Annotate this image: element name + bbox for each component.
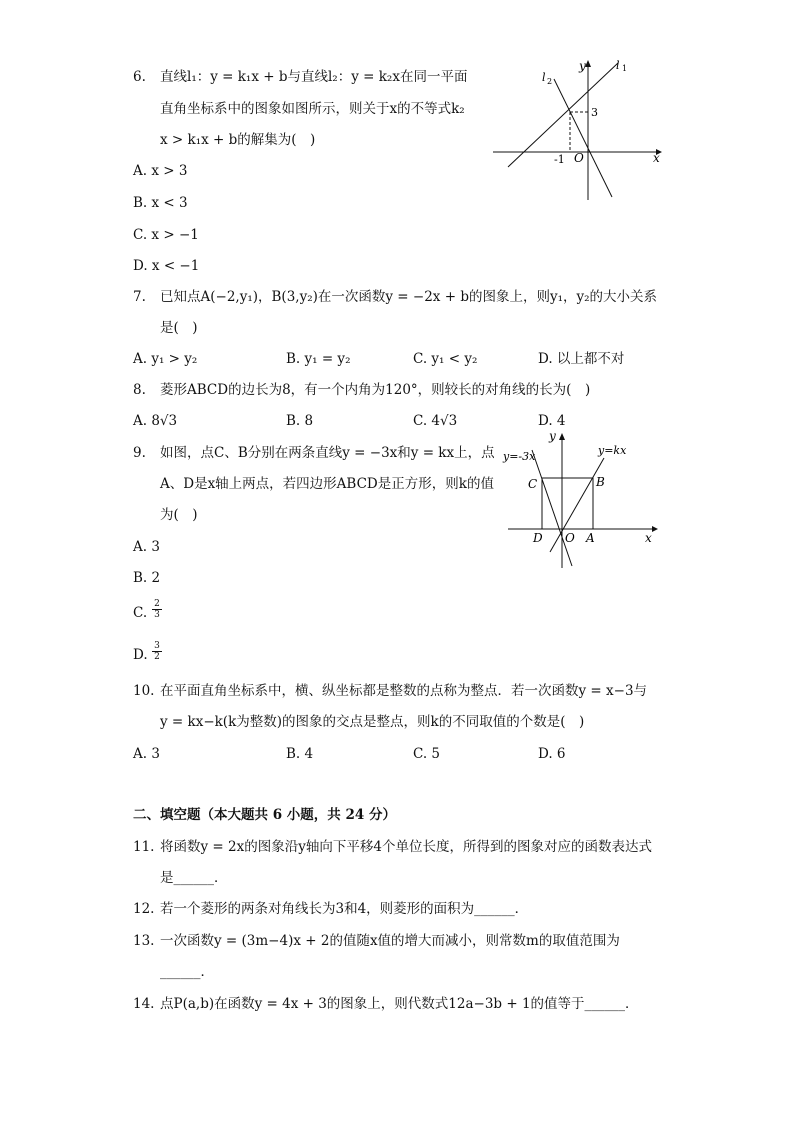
question-text-line: 是______．: [160, 870, 228, 886]
option-b[interactable]: B. 2: [133, 570, 161, 586]
option-d[interactable]: D. 4: [538, 413, 566, 429]
question-text-line: 如图，点C、B分别在两条直线y = −3x和y = kx上，点: [160, 445, 495, 461]
option-d[interactable]: D. 以上都不对: [538, 351, 625, 367]
question-number: 10.: [133, 683, 155, 699]
option-a[interactable]: A. x > 3: [133, 163, 188, 179]
label-y-kx: y=kx: [598, 444, 627, 457]
question-text-line: x > k₁x + b的解集为( ): [160, 132, 316, 148]
label-l1: l: [616, 59, 620, 72]
question-text-line: 已知点A(−2,y₁)，B(3,y₂)在一次函数y = −2x + b的图象上，则y₁，y₂的大小关系: [160, 289, 658, 305]
line-l1: [508, 63, 618, 167]
question-text-line: 在平面直角坐标系中，横、纵坐标都是整数的点称为整点．若一次函数y = x−3与: [160, 683, 648, 699]
label-origin: O: [565, 531, 575, 545]
option-d[interactable]: D. 6: [538, 746, 566, 762]
option-b[interactable]: B. 8: [286, 413, 314, 429]
question-text-line: A、D是x轴上两点，若四边形ABCD是正方形，则k的值: [160, 476, 494, 492]
question-text-line: 菱形ABCD的边长为8，有一个内角为120°，则较长的对角线的长为( ): [160, 382, 591, 398]
fraction-numerator: 2: [154, 599, 160, 609]
option-c[interactable]: C. y₁ < y₂: [413, 351, 478, 367]
label-y: y: [579, 59, 586, 73]
label-b: B: [596, 475, 605, 489]
section-title: 二、填空题（本大题共 6 小题，共 24 分）: [133, 807, 396, 823]
question-number: 6.: [133, 69, 146, 85]
option-b[interactable]: B. x < 3: [133, 195, 188, 211]
label-minus-one: -1: [554, 153, 565, 166]
option-c[interactable]: C. x > −1: [133, 227, 199, 243]
fraction: [152, 600, 162, 619]
question-text-line: 直角坐标系中的图象如图所示，则关于x的不等式k₂: [160, 101, 465, 117]
question-text-line: 直线l₁：y = k₁x + b与直线l₂：y = k₂x在同一平面: [160, 69, 468, 85]
question-text-line: 一次函数y = (3m−4)x + 2的值随x值的增大而减小，则常数m的取值范围为: [160, 933, 620, 949]
label-three: 3: [591, 106, 598, 119]
option-c[interactable]: C. 4√3: [413, 413, 458, 429]
question-number: 12.: [133, 901, 155, 917]
question-text-line: y = kx−k(k为整数)的图象的交点是整点，则k的不同取值的个数是( ): [160, 714, 585, 730]
option-a[interactable]: A. y₁ > y₂: [133, 351, 198, 367]
line-y-kx: [550, 458, 604, 552]
option-a[interactable]: A. 3: [133, 746, 160, 762]
option-b[interactable]: B. 4: [286, 746, 314, 762]
question-text-line: 是( ): [160, 320, 198, 336]
fraction-denominator: 3: [154, 610, 160, 620]
fraction-numerator: 3: [154, 641, 160, 651]
y-axis-arrow: [559, 433, 565, 440]
question-number: 13.: [133, 933, 155, 949]
label-origin: O: [574, 151, 584, 165]
fraction-denominator: 2: [154, 652, 160, 662]
option-label: C.: [133, 605, 148, 621]
label-y: y: [549, 429, 556, 443]
q6-graph-figure: [488, 55, 668, 205]
question-text-line: 为( ): [160, 507, 198, 523]
option-a[interactable]: A. 3: [133, 539, 160, 555]
label-l2: l: [542, 71, 546, 84]
q9-graph-figure: [500, 428, 665, 573]
label-x: x: [645, 531, 652, 545]
label-a: A: [586, 531, 595, 545]
option-label: D.: [133, 647, 148, 663]
option-b[interactable]: B. y₁ = y₂: [286, 351, 351, 367]
question-text-line: 点P(a,b)在函数y = 4x + 3的图象上，则代数式12a−3b + 1的值等于______．: [160, 996, 639, 1012]
option-a[interactable]: A. 8√3: [133, 413, 178, 429]
label-d: D: [533, 531, 543, 545]
question-text-line: ______．: [160, 964, 214, 980]
question-text-line: 若一个菱形的两条对角线长为3和4，则菱形的面积为______．: [160, 901, 529, 917]
option-c[interactable]: C. 5: [413, 746, 441, 762]
question-number: 11.: [133, 839, 155, 855]
question-number: 9.: [133, 445, 146, 461]
label-l2-sub: 2: [547, 77, 553, 86]
fraction: [152, 642, 162, 661]
question-text-line: 将函数y = 2x的图象沿y轴向下平移4个单位长度，所得到的图象对应的函数表达式: [160, 839, 652, 855]
label-y-neg3x: y=-3x: [503, 450, 536, 463]
label-l1-sub: 1: [622, 64, 628, 73]
question-number: 8.: [133, 382, 146, 398]
label-c: C: [528, 477, 538, 491]
question-number: 14.: [133, 996, 155, 1012]
question-number: 7.: [133, 289, 146, 305]
x-axis-arrow: [652, 526, 658, 532]
y-axis-arrow: [585, 60, 591, 67]
option-d[interactable]: D. x < −1: [133, 258, 200, 274]
label-x: x: [653, 151, 660, 165]
